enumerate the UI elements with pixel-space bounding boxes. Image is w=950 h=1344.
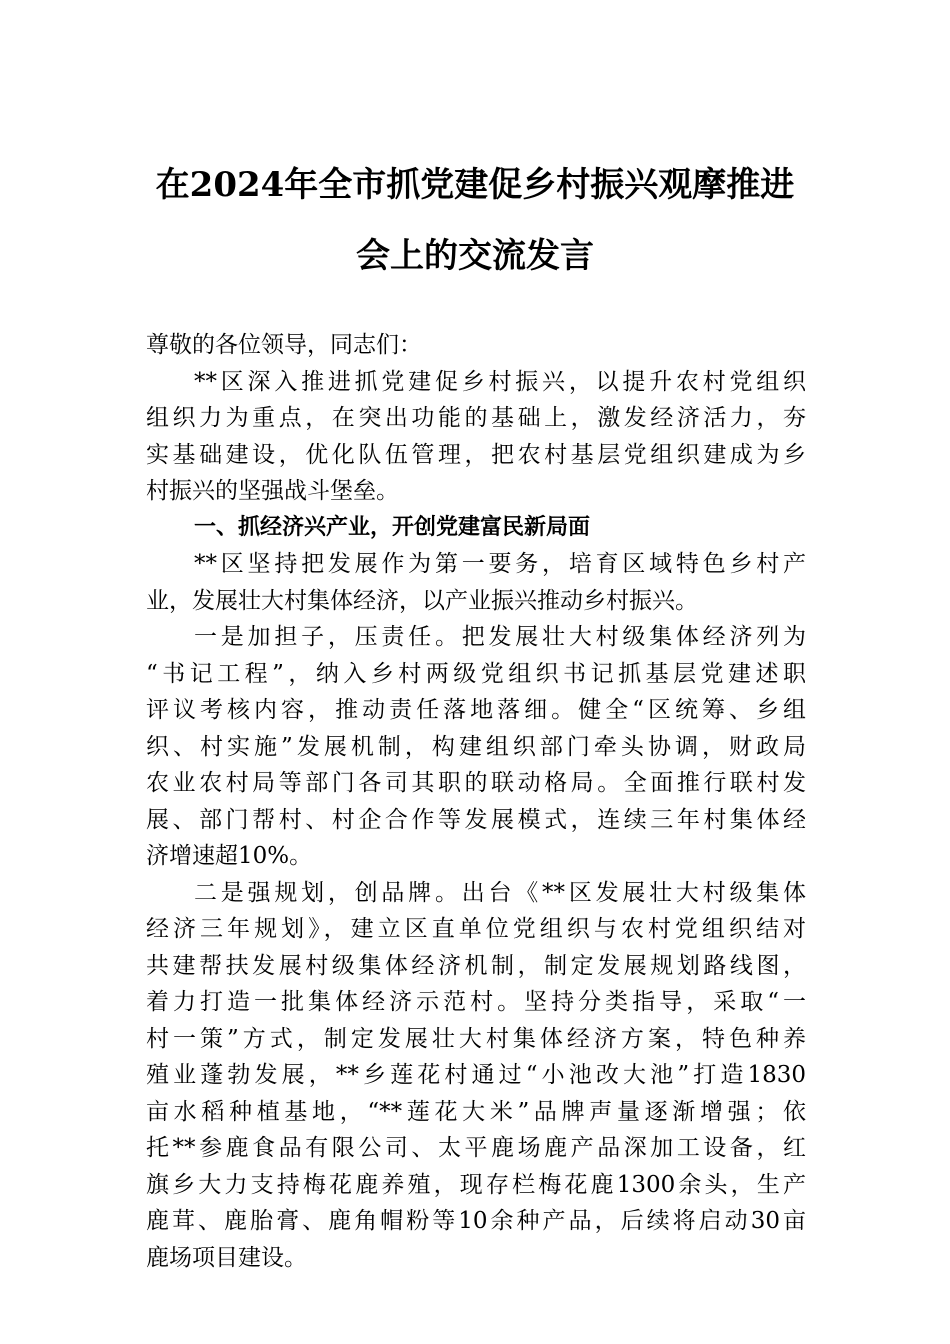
point-one-paragraph-line: 织、村实施”发展机制，构建组织部门牵头协调，财政局 [146, 733, 806, 760]
intro-paragraph-line: 实基础建设，优化队伍管理，把农村基层党组织建成为乡 [146, 441, 806, 468]
point-two-paragraph-line: 鹿场项目建设。 [146, 1244, 307, 1271]
intro-paragraph-line: **区深入推进抓党建促乡村振兴，以提升农村党组织 [194, 368, 806, 395]
point-two-paragraph-line: 着力打造一批集体经济示范村。坚持分类指导，采取“一 [146, 989, 806, 1015]
section-paragraph-line: 业，发展壮大村集体经济，以产业振兴推动乡村振兴。 [146, 587, 698, 614]
section-heading: 一、抓经济兴产业，开创党建富民新局面 [194, 514, 591, 540]
intro-paragraph-line: 村振兴的坚强战斗堡垒。 [146, 478, 399, 504]
point-two-paragraph-line: 经济三年规划》，建立区直单位党组织与农村党组织结对 [146, 916, 806, 942]
document-title-line-1: 在2024年全市抓党建促乡村振兴观摩推进 [155, 165, 795, 205]
point-two-paragraph-line: 二是强规划，创品牌。出台《**区发展壮大村级集体 [194, 879, 806, 906]
document-body [146, 327, 806, 1276]
salutation: 尊敬的各位领导，同志们： [146, 332, 422, 358]
point-one-paragraph-line: 展、部门帮村、村企合作等发展模式，连续三年村集体经 [146, 806, 806, 833]
point-two-paragraph-line: 村一策”方式，制定发展壮大村集体经济方案，特色种养 [146, 1025, 806, 1052]
point-two-paragraph-line: 共建帮扶发展村级集体经济机制，制定发展规划路线图， [146, 952, 806, 979]
point-one-paragraph-line: 济增速超10%。 [146, 843, 313, 869]
point-two-paragraph-line: 亩水稻种植基地，“**莲花大米”品牌声量逐渐增强；依 [146, 1098, 806, 1125]
point-one-paragraph-line: 农业农村局等部门各司其职的联动格局。全面推行联村发 [146, 770, 806, 796]
point-one-paragraph-line: 评议考核内容，推动责任落地落细。健全“区统筹、乡组 [146, 697, 806, 723]
intro-paragraph-line: 组织力为重点，在突出功能的基础上，激发经济活力，夯 [146, 405, 806, 431]
point-one-paragraph-line: “书记工程”，纳入乡村两级党组织书记抓基层党建述职 [146, 660, 806, 687]
point-two-paragraph-line: 旗乡大力支持梅花鹿养殖，现存栏梅花鹿1300余头，生产 [146, 1171, 806, 1198]
point-two-paragraph-line: 殖业蓬勃发展，**乡莲花村通过“小池改大池”打造1830 [146, 1062, 806, 1088]
section-paragraph-line: **区坚持把发展作为第一要务，培育区域特色乡村产 [194, 551, 806, 577]
point-one-paragraph-line: 一是加担子，压责任。把发展壮大村级集体经济列为 [194, 624, 806, 650]
point-two-paragraph-line: 鹿茸、鹿胎膏、鹿角帽粉等10余种产品，后续将启动30亩 [146, 1208, 806, 1234]
document-title-line-2: 会上的交流发言 [356, 236, 594, 276]
point-two-paragraph-line: 托**参鹿食品有限公司、太平鹿场鹿产品深加工设备，红 [146, 1135, 806, 1161]
